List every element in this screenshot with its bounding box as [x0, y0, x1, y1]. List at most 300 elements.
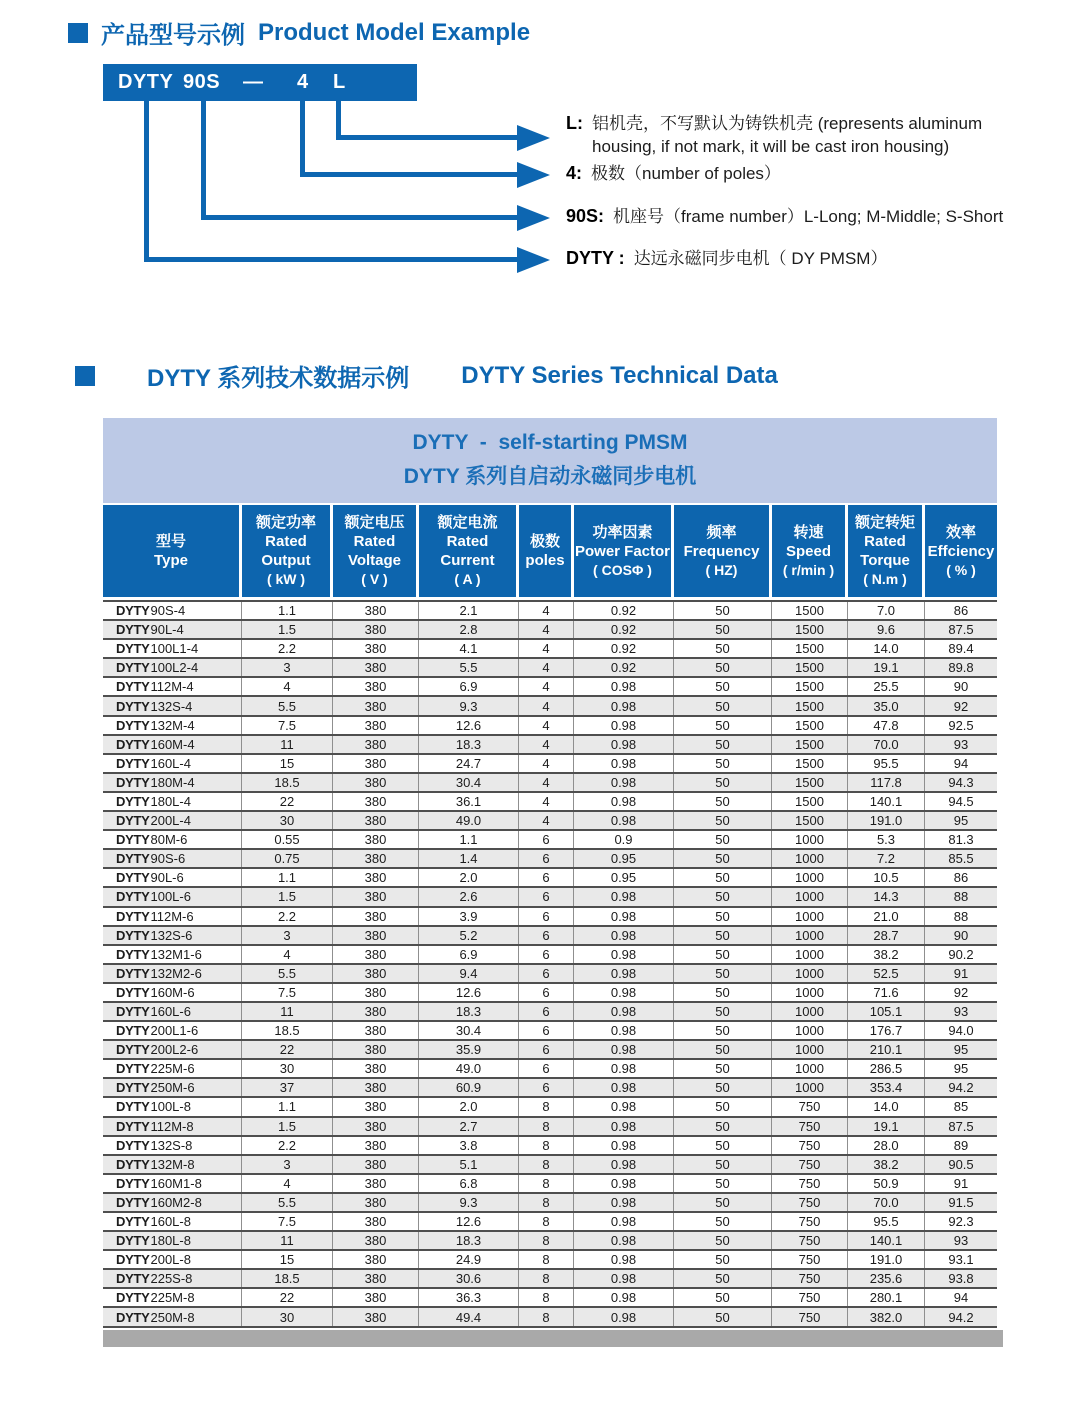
cell-value: 95.5 — [848, 755, 925, 772]
cell-type — [103, 812, 242, 829]
model-part: DYTY — [118, 71, 174, 93]
cell-value: 0.98 — [574, 1270, 674, 1287]
cell-type — [103, 1289, 242, 1306]
column-header-5-unit: ( COSΦ ) — [593, 561, 652, 578]
cell-value: 191.0 — [848, 812, 925, 829]
table-title-en: DYTY - self-starting PMSM — [412, 431, 688, 454]
cell-value: 50 — [674, 1270, 772, 1287]
cell-value: 30 — [242, 1060, 333, 1077]
cell-value: 50 — [674, 965, 772, 982]
cell-value: 93 — [953, 736, 969, 752]
cell-type — [103, 621, 242, 638]
cell-value: 380 — [333, 717, 419, 734]
column-header-8 — [848, 505, 925, 597]
cell-value: 380 — [333, 1270, 419, 1287]
cell-value: 380 — [333, 1175, 419, 1192]
cell-value: 4 — [519, 602, 574, 619]
cell-value: 50 — [674, 1175, 772, 1192]
column-header-0 — [103, 505, 242, 597]
cell-value: 0.98 — [574, 1213, 674, 1230]
model-prefix: DYTY — [116, 889, 150, 905]
table-row — [103, 793, 997, 812]
cell-value: 89 — [953, 1137, 969, 1153]
cell-value: 93.1 — [948, 1252, 974, 1268]
model-prefix: DYTY — [116, 946, 150, 962]
cell-value: 6 — [519, 984, 574, 1001]
cell-value: 380 — [333, 1098, 419, 1115]
cell-value: 50 — [674, 1289, 772, 1306]
cell-value: 4 — [519, 812, 574, 829]
cell-value: 4 — [242, 678, 333, 695]
cell-type — [103, 1060, 242, 1077]
cell-type — [103, 1003, 242, 1020]
model-prefix: DYTY — [116, 660, 150, 676]
cell-value: 50 — [674, 640, 772, 657]
cell-value: 750 — [772, 1232, 848, 1249]
cell-value: 1000 — [772, 946, 848, 963]
cell-value: 18.5 — [242, 1270, 333, 1287]
cell-value: 50 — [674, 1251, 772, 1268]
column-header-2-unit: ( V ) — [361, 571, 388, 587]
cell-value: 6 — [519, 946, 574, 963]
cell-value: 750 — [772, 1118, 848, 1135]
table-row — [103, 1118, 997, 1137]
table-row — [103, 1156, 997, 1175]
cell-value: 30 — [242, 812, 333, 829]
cell-value: 5.5 — [242, 697, 333, 714]
cell-value: 95.5 — [848, 1213, 925, 1230]
model-number-box — [103, 64, 417, 101]
table-row — [103, 621, 997, 640]
column-header-3-unit: ( A ) — [454, 571, 481, 587]
cell-value: 750 — [772, 1156, 848, 1173]
cell-value: 50 — [674, 1232, 772, 1249]
model-prefix: DYTY — [116, 679, 150, 695]
cell-value: 1.5 — [242, 621, 333, 638]
cell-value: 25.5 — [848, 678, 925, 695]
table-row — [103, 1213, 997, 1232]
cell-value: 50 — [674, 812, 772, 829]
cell-value: 90.2 — [948, 946, 974, 962]
model-part: 90S — [183, 71, 221, 93]
cell-value: 6.9 — [419, 946, 519, 963]
cell-value: 1500 — [772, 621, 848, 638]
column-header-3 — [419, 505, 519, 597]
callout-l-text: 铝机壳，不写默认为铸铁机壳 (represents aluminum housing, if not mark, it will be cast iron housing) — [592, 114, 983, 156]
cell-value: 50.9 — [848, 1175, 925, 1192]
model-suffix: 112M-8 — [150, 1118, 194, 1134]
cell-value: 0.98 — [574, 774, 674, 791]
cell-value: 70.0 — [848, 1194, 925, 1211]
cell-value: 1.1 — [242, 602, 333, 619]
column-header-8-unit: ( N.m ) — [863, 571, 907, 587]
cell-value: 14.0 — [848, 1098, 925, 1115]
cell-value: 380 — [333, 869, 419, 886]
cell-type — [103, 908, 242, 925]
cell-value: 5.1 — [419, 1156, 519, 1173]
column-header-5-zh: 功率因素 — [592, 523, 653, 541]
cell-value: 7.5 — [242, 984, 333, 1001]
cell-value: 8 — [519, 1194, 574, 1211]
table-row — [103, 1060, 997, 1079]
cell-value: 6 — [519, 850, 574, 867]
cell-value: 380 — [333, 1118, 419, 1135]
cell-value: 94.2 — [948, 1309, 974, 1325]
cell-type — [103, 888, 242, 905]
cell-value: 380 — [333, 1022, 419, 1039]
model-prefix: DYTY — [116, 1233, 150, 1249]
cell-value: 19.1 — [848, 659, 925, 676]
cell-value: 380 — [333, 621, 419, 638]
table-row — [103, 1175, 997, 1194]
model-suffix: 132S-6 — [150, 927, 193, 943]
model-suffix: 100L2-4 — [150, 660, 199, 676]
cell-value: 50 — [674, 1213, 772, 1230]
cell-value: 19.1 — [848, 1118, 925, 1135]
column-header-7-unit: ( r/min ) — [782, 561, 835, 578]
section2-title-zh: DYTY 系列技术数据示例 — [147, 365, 410, 392]
cell-value: 0.98 — [574, 755, 674, 772]
cell-value: 36.1 — [419, 793, 519, 810]
column-header-7-en: Speed — [785, 542, 831, 560]
cell-value: 1000 — [772, 1022, 848, 1039]
cell-value: 280.1 — [848, 1289, 925, 1306]
cell-value: 140.1 — [848, 1232, 925, 1249]
cell-value: 191.0 — [848, 1251, 925, 1268]
table-row — [103, 755, 997, 774]
cell-value: 0.98 — [574, 1060, 674, 1077]
cell-value: 6 — [519, 888, 574, 905]
cell-value: 3 — [242, 927, 333, 944]
cell-value: 7.5 — [242, 717, 333, 734]
cell-value: 60.9 — [419, 1079, 519, 1096]
cell-value: 8 — [519, 1156, 574, 1173]
cell-value: 22 — [242, 1289, 333, 1306]
connector-90s-vertical-line — [201, 100, 206, 220]
table-title-band — [103, 418, 997, 503]
cell-value: 49.0 — [419, 812, 519, 829]
cell-value: 14.3 — [848, 888, 925, 905]
model-prefix: DYTY — [116, 1061, 150, 1077]
model-suffix: 225S-8 — [150, 1271, 193, 1287]
callout-dyty-prefix: DYTY : — [566, 248, 625, 268]
cell-value: 50 — [674, 717, 772, 734]
model-suffix: 160L-8 — [150, 1214, 191, 1230]
cell-value: 3 — [242, 659, 333, 676]
cell-value: 50 — [674, 1060, 772, 1077]
cell-value: 1000 — [772, 1041, 848, 1058]
arrow-right-icon-l — [517, 125, 550, 151]
model-suffix: 90L-6 — [150, 870, 184, 886]
cell-value: 86 — [953, 870, 969, 886]
cell-value: 380 — [333, 1213, 419, 1230]
model-prefix: DYTY — [116, 1023, 150, 1039]
cell-value: 50 — [674, 1022, 772, 1039]
model-prefix: DYTY — [116, 1080, 150, 1096]
cell-value: 1000 — [772, 1003, 848, 1020]
cell-value: 94.2 — [948, 1080, 974, 1096]
cell-type — [103, 640, 242, 657]
table-row — [103, 774, 997, 793]
cell-value: 0.98 — [574, 1118, 674, 1135]
cell-value: 6 — [519, 1022, 574, 1039]
cell-value: 30.4 — [419, 1022, 519, 1039]
cell-value: 89.4 — [948, 641, 974, 657]
cell-value: 353.4 — [848, 1079, 925, 1096]
cell-value: 0.98 — [574, 946, 674, 963]
cell-value: 5.5 — [242, 1194, 333, 1211]
column-header-1-en: Rated Output — [261, 533, 311, 569]
table-row — [103, 1098, 997, 1117]
cell-value: 1.5 — [242, 888, 333, 905]
cell-value: 1000 — [772, 965, 848, 982]
cell-value: 1500 — [772, 640, 848, 657]
cell-value: 117.8 — [848, 774, 925, 791]
cell-value: 90 — [953, 679, 969, 695]
cell-value: 15 — [242, 755, 333, 772]
cell-type — [103, 1098, 242, 1115]
model-prefix: DYTY — [116, 641, 150, 657]
table-row — [103, 965, 997, 984]
cell-value: 4 — [519, 640, 574, 657]
cell-value: 38.2 — [848, 1156, 925, 1173]
cell-value: 90 — [953, 927, 969, 943]
cell-value: 380 — [333, 888, 419, 905]
cell-value: 380 — [333, 793, 419, 810]
cell-value: 50 — [674, 908, 772, 925]
cell-value: 18.5 — [242, 1022, 333, 1039]
cell-value: 50 — [674, 659, 772, 676]
cell-value: 380 — [333, 678, 419, 695]
cell-value: 4 — [242, 1175, 333, 1192]
cell-type — [103, 717, 242, 734]
cell-value: 750 — [772, 1175, 848, 1192]
cell-value: 6.9 — [419, 678, 519, 695]
cell-value: 5.3 — [848, 831, 925, 848]
cell-value: 0.98 — [574, 1098, 674, 1115]
callout-4-prefix: 4: — [566, 163, 583, 183]
cell-type — [103, 927, 242, 944]
cell-value: 6.8 — [419, 1175, 519, 1192]
cell-value: 94.5 — [948, 793, 974, 809]
column-header-7-zh: 转速 — [793, 523, 824, 541]
cell-value: 0.98 — [574, 1308, 674, 1325]
cell-value: 6 — [519, 1041, 574, 1058]
connector-4-vertical-line — [300, 100, 305, 177]
cell-value: 1500 — [772, 755, 848, 772]
cell-value: 8 — [519, 1251, 574, 1268]
model-suffix: 160M-6 — [150, 984, 195, 1000]
cell-value: 37 — [242, 1079, 333, 1096]
cell-type — [103, 1194, 242, 1211]
column-header-6-unit: ( HZ) — [705, 561, 738, 578]
model-prefix: DYTY — [116, 1099, 150, 1115]
cell-type — [103, 659, 242, 676]
connector-4-horizontal-line — [300, 172, 518, 177]
cell-value: 24.7 — [419, 755, 519, 772]
cell-value: 50 — [674, 1041, 772, 1058]
cell-value: 28.0 — [848, 1137, 925, 1154]
column-header-2 — [333, 505, 419, 597]
table-row — [103, 927, 997, 946]
table-row — [103, 1232, 997, 1251]
cell-value: 750 — [772, 1270, 848, 1287]
table-row — [103, 640, 997, 659]
cell-value: 91.5 — [948, 1194, 974, 1210]
cell-value: 9.6 — [848, 621, 925, 638]
cell-value: 86 — [953, 603, 969, 619]
cell-value: 5.5 — [419, 659, 519, 676]
model-suffix: 200L1-6 — [150, 1023, 199, 1039]
cell-value: 1000 — [772, 1060, 848, 1077]
table-row — [103, 1270, 997, 1289]
cell-value: 0.98 — [574, 888, 674, 905]
cell-value: 6 — [519, 1003, 574, 1020]
cell-value: 92.3 — [948, 1214, 974, 1230]
cell-value: 87.5 — [948, 622, 974, 638]
model-prefix: DYTY — [116, 1042, 150, 1058]
cell-value: 50 — [674, 678, 772, 695]
cell-value: 28.7 — [848, 927, 925, 944]
cell-value: 94 — [953, 1290, 969, 1306]
cell-value: 14.0 — [848, 640, 925, 657]
cell-value: 380 — [333, 602, 419, 619]
cell-value: 2.0 — [419, 869, 519, 886]
cell-value: 70.0 — [848, 736, 925, 753]
table-row — [103, 697, 997, 716]
cell-value: 1500 — [772, 774, 848, 791]
cell-value: 380 — [333, 1251, 419, 1268]
cell-value: 8 — [519, 1137, 574, 1154]
cell-value: 47.8 — [848, 717, 925, 734]
cell-value: 0.98 — [574, 927, 674, 944]
cell-value: 0.98 — [574, 1041, 674, 1058]
callout-l-prefix: L: — [566, 113, 583, 133]
model-suffix: 132M-8 — [150, 1156, 195, 1172]
cell-value: 30.6 — [419, 1270, 519, 1287]
model-suffix: 180L-8 — [150, 1233, 191, 1249]
model-prefix: DYTY — [116, 774, 150, 790]
cell-value: 750 — [772, 1137, 848, 1154]
cell-value: 380 — [333, 697, 419, 714]
model-suffix: 200L-4 — [150, 813, 191, 829]
table-row — [103, 659, 997, 678]
cell-value: 87.5 — [948, 1118, 974, 1134]
cell-type — [103, 793, 242, 810]
table-row — [103, 831, 997, 850]
table-header-row — [103, 505, 997, 597]
cell-value: 50 — [674, 774, 772, 791]
cell-value: 1000 — [772, 927, 848, 944]
cell-value: 2.1 — [419, 602, 519, 619]
cell-value: 0.98 — [574, 1022, 674, 1039]
cell-value: 11 — [242, 1232, 333, 1249]
cell-value: 1000 — [772, 869, 848, 886]
callout-4-text: 极数（number of poles） — [591, 164, 781, 183]
column-header-8-zh: 额定转矩 — [854, 514, 915, 531]
cell-value: 8 — [519, 1213, 574, 1230]
cell-value: 0.98 — [574, 1079, 674, 1096]
table-row — [103, 1022, 997, 1041]
cell-value: 18.3 — [419, 1003, 519, 1020]
table-row — [103, 1289, 997, 1308]
cell-value: 3.8 — [419, 1137, 519, 1154]
model-prefix: DYTY — [116, 1004, 150, 1020]
cell-value: 4 — [519, 717, 574, 734]
section1-title-en: Product Model Example — [258, 18, 531, 46]
column-header-5-en: Power Factor — [574, 542, 671, 560]
cell-value: 0.98 — [574, 1194, 674, 1211]
cell-value: 30 — [242, 1308, 333, 1325]
model-prefix: DYTY — [116, 927, 150, 943]
column-header-4 — [519, 505, 574, 597]
cell-type — [103, 1137, 242, 1154]
cell-value: 5.5 — [242, 965, 333, 982]
model-prefix: DYTY — [116, 698, 150, 714]
column-header-0-en: Type — [154, 552, 188, 569]
cell-value: 1000 — [772, 908, 848, 925]
table-row — [103, 869, 997, 888]
callout-dyty — [566, 247, 887, 270]
cell-value: 6 — [519, 869, 574, 886]
model-prefix: DYTY — [116, 1175, 150, 1191]
model-prefix: DYTY — [116, 755, 150, 771]
cell-value: 92 — [953, 698, 969, 714]
cell-value: 50 — [674, 602, 772, 619]
cell-value: 49.4 — [419, 1308, 519, 1325]
cell-value: 88 — [953, 889, 969, 905]
model-suffix: 200L-8 — [150, 1252, 191, 1268]
cell-value: 0.98 — [574, 908, 674, 925]
connector-l-vertical-line — [336, 100, 341, 140]
cell-value: 10.5 — [848, 869, 925, 886]
cell-value: 286.5 — [848, 1060, 925, 1077]
column-header-5 — [574, 505, 674, 597]
cell-value: 380 — [333, 1041, 419, 1058]
cell-type — [103, 697, 242, 714]
cell-type — [103, 1175, 242, 1192]
cell-value: 1.4 — [419, 850, 519, 867]
model-suffix: 90S-4 — [150, 603, 186, 619]
cell-type — [103, 774, 242, 791]
model-suffix: 225M-8 — [150, 1290, 195, 1306]
cell-value: 105.1 — [848, 1003, 925, 1020]
table-row — [103, 946, 997, 965]
cell-value: 2.0 — [419, 1098, 519, 1115]
cell-value: 50 — [674, 888, 772, 905]
cell-value: 50 — [674, 1003, 772, 1020]
cell-value: 1.5 — [242, 1118, 333, 1135]
model-part: L — [333, 71, 346, 93]
cell-value: 6 — [519, 831, 574, 848]
cell-value: 8 — [519, 1270, 574, 1287]
cell-value: 93 — [953, 1004, 969, 1020]
model-prefix: DYTY — [116, 1214, 150, 1230]
cell-value: 11 — [242, 1003, 333, 1020]
cell-value: 2.6 — [419, 888, 519, 905]
cell-value: 91 — [953, 965, 969, 981]
cell-value: 12.6 — [419, 717, 519, 734]
cell-value: 3.9 — [419, 908, 519, 925]
cell-type — [103, 678, 242, 695]
table-row — [103, 812, 997, 831]
table-row — [103, 1194, 997, 1213]
model-suffix: 160M1-8 — [150, 1175, 202, 1191]
cell-value: 81.3 — [948, 832, 974, 848]
model-prefix: DYTY — [116, 984, 150, 1000]
cell-value: 380 — [333, 755, 419, 772]
cell-value: 0.98 — [574, 1289, 674, 1306]
